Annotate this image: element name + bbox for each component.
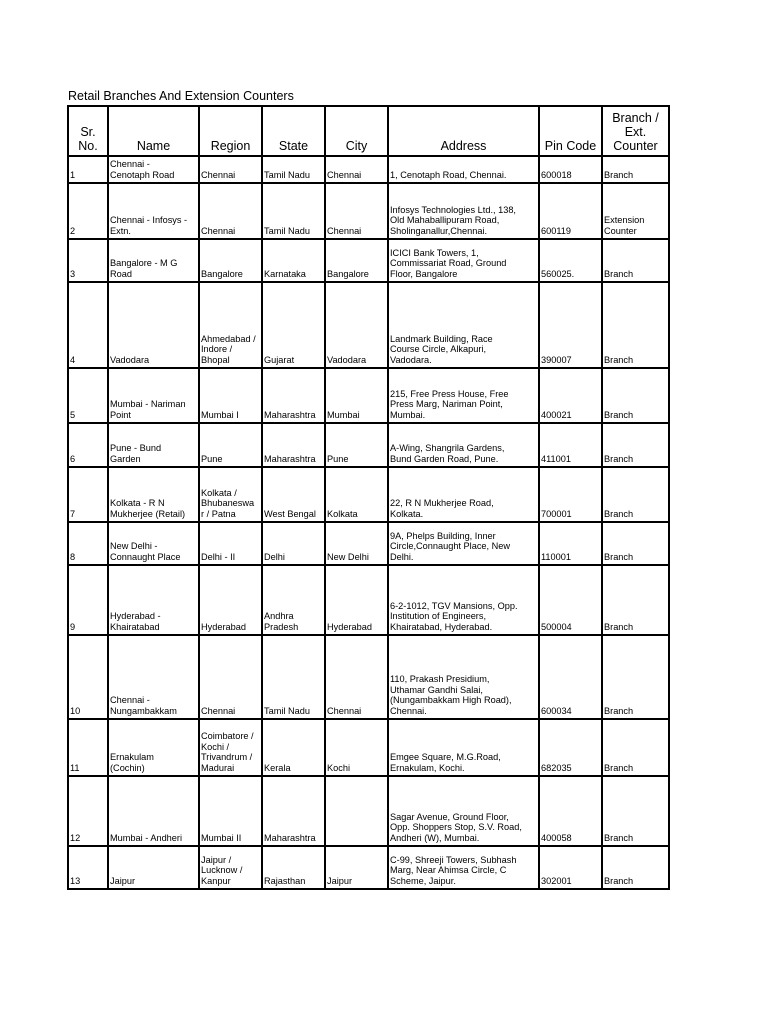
cell-region: Kolkata / Bhubaneswa r / Patna [199, 467, 262, 522]
cell-city: New Delhi [325, 522, 388, 565]
cell-branch-type: Branch [602, 467, 669, 522]
cell-pin-code: 110001 [539, 522, 602, 565]
cell-branch-type: Branch [602, 846, 669, 889]
cell-state: Andhra Pradesh [262, 565, 325, 635]
cell-address: Sagar Avenue, Ground Floor, Opp. Shoppers Stop, S.V. Road, Andheri (W), Mumbai. [388, 776, 539, 846]
cell-city: Kolkata [325, 467, 388, 522]
cell-address: ICICI Bank Towers, 1, Commissariat Road, Ground Floor, Bangalore [388, 239, 539, 282]
cell-sr-no: 3 [68, 239, 108, 282]
cell-region: Jaipur / Lucknow / Kanpur [199, 846, 262, 889]
cell-region: Hyderabad [199, 565, 262, 635]
cell-pin-code: 411001 [539, 423, 602, 467]
cell-sr-no: 4 [68, 282, 108, 368]
column-header-sr-no: Sr. No. [68, 106, 108, 156]
cell-sr-no: 11 [68, 719, 108, 776]
cell-city: Jaipur [325, 846, 388, 889]
column-header-name: Name [108, 106, 199, 156]
cell-state: Kerala [262, 719, 325, 776]
cell-region: Chennai [199, 183, 262, 239]
cell-address: 110, Prakash Presidium, Uthamar Gandhi Salai, (Nungambakkam High Road), Chennai. [388, 635, 539, 719]
cell-region: Coimbatore / Kochi / Trivandrum / Madurai [199, 719, 262, 776]
cell-address: 215, Free Press House, Free Press Marg, Nariman Point, Mumbai. [388, 368, 539, 423]
cell-sr-no: 5 [68, 368, 108, 423]
cell-name: Hyderabad - Khairatabad [108, 565, 199, 635]
cell-branch-type: Branch [602, 423, 669, 467]
cell-city: Bangalore [325, 239, 388, 282]
table-row [68, 565, 669, 635]
cell-address: Infosys Technologies Ltd., 138, Old Mahaballipuram Road, Sholinganallur,Chennai. [388, 183, 539, 239]
table-row [68, 183, 669, 239]
cell-name: Chennai - Cenotaph Road [108, 156, 199, 183]
cell-region: Mumbai II [199, 776, 262, 846]
column-header-pin-code: Pin Code [539, 106, 602, 156]
cell-state: Rajasthan [262, 846, 325, 889]
cell-state: West Bengal [262, 467, 325, 522]
cell-branch-type: Branch [602, 282, 669, 368]
cell-state: Maharashtra [262, 368, 325, 423]
cell-state: Tamil Nadu [262, 156, 325, 183]
cell-name: Mumbai - Nariman Point [108, 368, 199, 423]
cell-sr-no: 6 [68, 423, 108, 467]
cell-sr-no: 9 [68, 565, 108, 635]
cell-city: Chennai [325, 183, 388, 239]
cell-sr-no: 7 [68, 467, 108, 522]
cell-region: Ahmedabad / Indore / Bhopal [199, 282, 262, 368]
cell-pin-code: 500004 [539, 565, 602, 635]
cell-state: Tamil Nadu [262, 183, 325, 239]
cell-sr-no: 1 [68, 156, 108, 183]
table-row [68, 635, 669, 719]
header-row [68, 106, 669, 156]
document-title: Retail Branches And Extension Counters [68, 89, 294, 103]
cell-pin-code: 400058 [539, 776, 602, 846]
table-row [68, 239, 669, 282]
cell-city: Mumbai [325, 368, 388, 423]
table-row [68, 423, 669, 467]
branches-table [67, 105, 670, 890]
cell-city: Pune [325, 423, 388, 467]
cell-name: Kolkata - R N Mukherjee (Retail) [108, 467, 199, 522]
column-header-state: State [262, 106, 325, 156]
cell-state: Tamil Nadu [262, 635, 325, 719]
cell-region: Chennai [199, 156, 262, 183]
table-row [68, 282, 669, 368]
cell-branch-type: Branch [602, 635, 669, 719]
table-row [68, 719, 669, 776]
cell-branch-type: Branch [602, 522, 669, 565]
column-header-city: City [325, 106, 388, 156]
cell-city [325, 776, 388, 846]
cell-pin-code: 700001 [539, 467, 602, 522]
cell-region: Chennai [199, 635, 262, 719]
cell-pin-code: 682035 [539, 719, 602, 776]
cell-state: Maharashtra [262, 776, 325, 846]
cell-name: Mumbai - Andheri [108, 776, 199, 846]
cell-address: A-Wing, Shangrila Gardens, Bund Garden Road, Pune. [388, 423, 539, 467]
cell-address: C-99, Shreeji Towers, Subhash Marg, Near Ahimsa Circle, C Scheme, Jaipur. [388, 846, 539, 889]
cell-branch-type: Branch [602, 565, 669, 635]
cell-state: Maharashtra [262, 423, 325, 467]
cell-address: Emgee Square, M.G.Road, Ernakulam, Kochi. [388, 719, 539, 776]
cell-region: Delhi - II [199, 522, 262, 565]
cell-region: Mumbai I [199, 368, 262, 423]
column-header-region: Region [199, 106, 262, 156]
cell-city: Hyderabad [325, 565, 388, 635]
cell-pin-code: 600034 [539, 635, 602, 719]
cell-branch-type: Branch [602, 239, 669, 282]
cell-branch-type: Branch [602, 368, 669, 423]
cell-city: Chennai [325, 156, 388, 183]
cell-sr-no: 13 [68, 846, 108, 889]
column-header-branch-type: Branch / Ext. Counter [602, 106, 669, 156]
cell-sr-no: 12 [68, 776, 108, 846]
cell-branch-type: Extension Counter [602, 183, 669, 239]
cell-sr-no: 2 [68, 183, 108, 239]
cell-branch-type: Branch [602, 719, 669, 776]
cell-name: Jaipur [108, 846, 199, 889]
table-row [68, 776, 669, 846]
cell-pin-code: 302001 [539, 846, 602, 889]
cell-address: 22, R N Mukherjee Road, Kolkata. [388, 467, 539, 522]
cell-name: Chennai - Infosys - Extn. [108, 183, 199, 239]
cell-pin-code: 600018 [539, 156, 602, 183]
cell-state: Delhi [262, 522, 325, 565]
cell-city: Vadodara [325, 282, 388, 368]
cell-city: Kochi [325, 719, 388, 776]
cell-region: Pune [199, 423, 262, 467]
table-row [68, 846, 669, 889]
cell-name: New Delhi - Connaught Place [108, 522, 199, 565]
cell-address: 1, Cenotaph Road, Chennai. [388, 156, 539, 183]
cell-name: Vadodara [108, 282, 199, 368]
cell-pin-code: 560025. [539, 239, 602, 282]
table-row [68, 467, 669, 522]
table-row [68, 522, 669, 565]
cell-branch-type: Branch [602, 776, 669, 846]
cell-pin-code: 400021 [539, 368, 602, 423]
cell-branch-type: Branch [602, 156, 669, 183]
cell-city: Chennai [325, 635, 388, 719]
cell-address: 6-2-1012, TGV Mansions, Opp. Institution of Engineers, Khairatabad, Hyderabad. [388, 565, 539, 635]
cell-name: Bangalore - M G Road [108, 239, 199, 282]
cell-name: Pune - Bund Garden [108, 423, 199, 467]
cell-sr-no: 8 [68, 522, 108, 565]
cell-name: Ernakulam (Cochin) [108, 719, 199, 776]
table-row [68, 156, 669, 183]
cell-pin-code: 390007 [539, 282, 602, 368]
column-header-address: Address [388, 106, 539, 156]
cell-state: Karnataka [262, 239, 325, 282]
cell-address: 9A, Phelps Building, Inner Circle,Connaught Place, New Delhi. [388, 522, 539, 565]
cell-name: Chennai - Nungambakkam [108, 635, 199, 719]
cell-address: Landmark Building, Race Course Circle, Alkapuri, Vadodara. [388, 282, 539, 368]
table-row [68, 368, 669, 423]
cell-pin-code: 600119 [539, 183, 602, 239]
cell-sr-no: 10 [68, 635, 108, 719]
cell-state: Gujarat [262, 282, 325, 368]
cell-region: Bangalore [199, 239, 262, 282]
